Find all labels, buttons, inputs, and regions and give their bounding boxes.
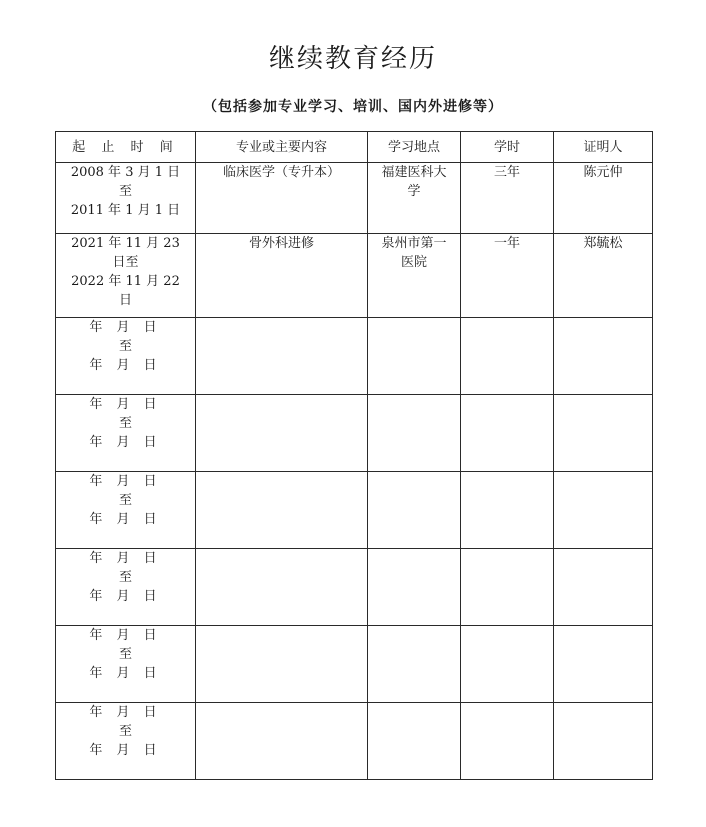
date-from-line-1: 2021 年 11 月 23 xyxy=(71,236,180,251)
date-to-word: 至 xyxy=(118,339,132,354)
header-hours: 学时 xyxy=(461,132,554,163)
date-to-word: 至 xyxy=(118,493,132,508)
document-title: 继续教育经历 xyxy=(268,44,437,74)
date-from: 年 月 日 xyxy=(89,397,162,412)
place-text-line-1: 泉州市第一 xyxy=(381,236,447,251)
date-to-line-2: 日 xyxy=(118,293,132,308)
place-cell xyxy=(368,395,461,472)
hours-cell xyxy=(461,234,554,318)
date-cell xyxy=(56,703,196,780)
blank-table-row xyxy=(56,549,653,626)
date-to: 年 月 日 xyxy=(89,589,162,604)
place-text-line-2: 医院 xyxy=(400,255,427,270)
content-cell xyxy=(196,626,368,703)
blank-table-row xyxy=(56,703,653,780)
content-cell xyxy=(196,703,368,780)
witness-cell xyxy=(554,395,653,472)
content-cell xyxy=(196,234,368,318)
place-text-line-1: 福建医科大 xyxy=(381,165,447,180)
date-from-line-2: 日至 xyxy=(112,255,139,270)
date-to-word: 至 xyxy=(118,184,132,199)
place-cell xyxy=(368,472,461,549)
date-to: 2011 年 1 月 1 日 xyxy=(70,203,181,218)
date-from: 年 月 日 xyxy=(89,628,162,643)
place-text-line-2: 学 xyxy=(407,184,421,199)
witness-cell xyxy=(554,549,653,626)
date-from: 年 月 日 xyxy=(89,320,162,335)
date-to-word: 至 xyxy=(118,570,132,585)
witness-cell xyxy=(554,472,653,549)
header-place: 学习地点 xyxy=(368,132,461,163)
witness-cell xyxy=(554,626,653,703)
witness-cell xyxy=(554,703,653,780)
place-cell xyxy=(368,234,461,318)
hours-cell xyxy=(461,163,554,234)
table-row xyxy=(56,234,653,318)
witness-cell xyxy=(554,234,653,318)
witness-text: 陈元仲 xyxy=(583,165,623,180)
content-cell xyxy=(196,472,368,549)
witness-cell xyxy=(554,163,653,234)
date-from: 年 月 日 xyxy=(89,551,162,566)
document-subtitle: （包括参加专业学习、培训、国内外进修等） xyxy=(203,99,503,115)
date-to: 年 月 日 xyxy=(89,512,162,527)
hours-cell xyxy=(461,318,554,395)
header-row xyxy=(56,132,653,163)
header-date: 起 止 时 间 xyxy=(56,132,196,163)
date-cell xyxy=(56,234,196,318)
date-from: 2008 年 3 月 1 日 xyxy=(70,165,181,180)
date-to: 年 月 日 xyxy=(89,358,162,373)
date-from: 年 月 日 xyxy=(89,705,162,720)
hours-cell xyxy=(461,395,554,472)
content-cell xyxy=(196,549,368,626)
hours-cell xyxy=(461,549,554,626)
blank-table-row xyxy=(56,626,653,703)
date-cell xyxy=(56,626,196,703)
hours-cell xyxy=(461,472,554,549)
witness-cell xyxy=(554,318,653,395)
content-text: 骨外科进修 xyxy=(248,236,314,251)
date-cell xyxy=(56,549,196,626)
date-cell xyxy=(56,472,196,549)
header-witness: 证明人 xyxy=(554,132,653,163)
date-to-line-1: 2022 年 11 月 22 xyxy=(71,274,180,289)
blank-table-row xyxy=(56,318,653,395)
table-row xyxy=(56,163,653,234)
date-cell xyxy=(56,318,196,395)
hours-text: 三年 xyxy=(493,165,520,180)
date-cell xyxy=(56,163,196,234)
education-history-table xyxy=(55,131,653,780)
place-cell xyxy=(368,318,461,395)
place-cell xyxy=(368,703,461,780)
header-content: 专业或主要内容 xyxy=(196,132,368,163)
witness-text: 郑毓松 xyxy=(583,236,623,251)
content-cell xyxy=(196,318,368,395)
place-cell xyxy=(368,163,461,234)
date-to: 年 月 日 xyxy=(89,743,162,758)
place-cell xyxy=(368,549,461,626)
date-to: 年 月 日 xyxy=(89,435,162,450)
blank-table-row xyxy=(56,472,653,549)
hours-cell xyxy=(461,703,554,780)
hours-cell xyxy=(461,626,554,703)
date-to-word: 至 xyxy=(118,647,132,662)
hours-text: 一年 xyxy=(493,236,520,251)
date-cell xyxy=(56,395,196,472)
date-to-word: 至 xyxy=(118,416,132,431)
content-cell xyxy=(196,163,368,234)
content-cell xyxy=(196,395,368,472)
blank-table-row xyxy=(56,395,653,472)
date-to: 年 月 日 xyxy=(89,666,162,681)
content-text: 临床医学（专升本） xyxy=(222,165,340,180)
date-to-word: 至 xyxy=(118,724,132,739)
date-from: 年 月 日 xyxy=(89,474,162,489)
place-cell xyxy=(368,626,461,703)
